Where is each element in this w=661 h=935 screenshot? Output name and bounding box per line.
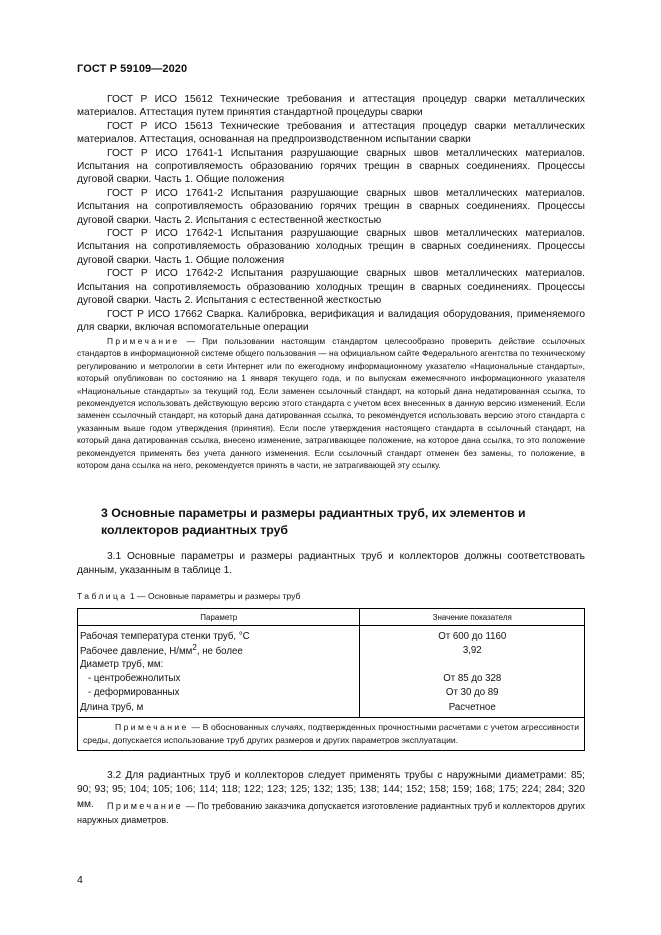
table-row [78,643,585,657]
table-caption-label: Таблица [77,591,128,601]
value-cell: Расчетное [360,700,585,718]
note-label: Примечание [107,801,184,811]
section-3-title: 3 Основные параметры и размеры радиантных труб, их элементов и коллекторов радиантных труб [101,506,526,537]
reference-item: ГОСТ Р ИСО 15613 Технические требования и аттестация процедур сварки металлических материалов. Аттестация, основанная на предпроизводственном испытании сварки [77,120,585,146]
reference-item: ГОСТ Р ИСО 15612 Технические требования и аттестация процедур сварки металлических материалов. Аттестация путем принятия стандартной процедуры сварки [77,94,585,119]
table-row [78,686,585,700]
note-label: Примечание [107,336,180,346]
param-cell: - центробежнолитых [88,673,181,685]
table-row [78,657,585,671]
page-header: ГОСТ Р 59109—2020 [77,63,188,75]
param-cell: Рабочее давление, $Н/мм^2$, не более [80,643,243,658]
table-header-row [78,609,585,626]
reference-item: ГОСТ Р ИСО 17662 Сварка. Калибровка, верификация и валидация оборудования, применяемого для сварки, включая вспомогательные операции [77,308,585,333]
value-cell: От 85 до 328 [360,672,585,686]
reference-item: ГОСТ Р ИСО 17641-1 Испытания разрушающие сварных швов металлических материалов. Испытания на сопротивляемость образованию горячих трещин в сварных соединениях. Процессы дуговой сварки. Часть 1. Общие положения [77,147,585,186]
param-cell: Диаметр труб, мм: [80,659,164,671]
reference-item: ГОСТ Р ИСО 17641-2 Испытания разрушающие сварных швов металлических материалов. Испытания на сопротивляемость образованию горячих трещин в сварных соединениях. Процессы дуговой сварки. Часть 2. Испытания с естественной жесткостью [77,187,585,226]
reference-item: ГОСТ Р ИСО 17642-2 Испытания разрушающие сварных швов металлических материалов. Испытания на сопротивляемость образованию холодных трещин в сварных соединениях. Процессы дуговой сварки. Часть 2. Испытания с естественной жесткостью [77,268,585,307]
parameters-table [77,608,585,751]
normative-references-list [77,93,585,334]
table-note-text: — В обоснованных случаях, подтвержденных прочностными расчетами с учетом агрессивности среды, допускается использование труб других размеров и других параметров эксплуатации. [83,722,579,745]
param-cell: - деформированных [88,687,180,699]
param-cell: Длина труб, м [80,701,144,713]
table-caption-text: 1 — Основные параметры и размеры труб [127,591,301,601]
param-cell: Рабочая температура стенки труб, °С [80,630,250,642]
references-note [77,335,585,471]
value-cell: От 30 до 89 [360,686,585,700]
table-row [78,626,585,644]
table-note-label: Примечание [115,722,189,733]
table-note-row [78,718,585,751]
table-note [78,718,585,751]
value-cell [360,657,585,671]
table-row [78,700,585,718]
page-number: 4 [77,874,83,886]
column-header-value: Значение показателя [360,609,585,626]
paragraph-3-1: 3.1 Основные параметры и размеры радиантных труб и коллекторов должны соответствовать данным, указанным в таблице 1. [77,551,585,577]
diameters-note [77,800,585,827]
paragraph-3-2: 3.2 Для радиантных труб и коллекторов следует применять трубы с наружными диаметрами: 85; 90; 93; 95; 104; 105; 106; 114; 118; 122; 123; 125; 132; 135; 138; 144; 152; 158; 159; 168; 175; 224; 284; 320 мм. [77,770,585,810]
column-header-parameter: Параметр [78,609,360,626]
value-cell: 3,92 [360,643,585,657]
table-row [78,672,585,686]
note-text: — По требованию заказчика допускается изготовление радиантных труб и коллекторов других наружных диаметров. [77,801,585,825]
note-text: — При пользовании настоящим стандартом целесообразно проверить действие ссылочных стандартов в информационной системе общего пользования — на официальном сайте Федерального агентства по техническому регулированию и метрологии в сети Интернет или по ежегодному информационному указателю «Национальные стандарты», который опубликован по состоянию на 1 января текущего года, и по выпускам ежемесячного информационного указателя «Национальные стандарты» за текущий год. Если заменен ссылочный стандарт, на который дана недатированная ссылка, то рекомендуется использовать действующую версию этого стандарта с учетом всех внесенных в данную версию изменений. Если заменен ссылочный стандарт, на который дана датированная ссылка, то рекомендуется использовать версию этого стандарта с указанным выше годом утверждения (принятия). Если после утверждения настоящего стандарта в ссылочный стандарт, на который дана датированная ссылка, внесено изменение, затрагивающее положение, на которое дана ссылка, то это положение рекомендуется применять без учета данного изменения. Если ссылочный стандарт отменен без замены, то положение, в котором дана ссылка на него, рекомендуется принять в части, не затрагивающей эту ссылку. [77,336,585,471]
table-caption [77,591,300,601]
reference-item: ГОСТ Р ИСО 17642-1 Испытания разрушающие сварных швов металлических материалов. Испытания на сопротивляемость образованию холодных трещин в сварных соединениях. Процессы дуговой сварки. Часть 1. Общие положения [77,228,585,266]
value-cell: От 600 до 1160 [360,626,585,644]
